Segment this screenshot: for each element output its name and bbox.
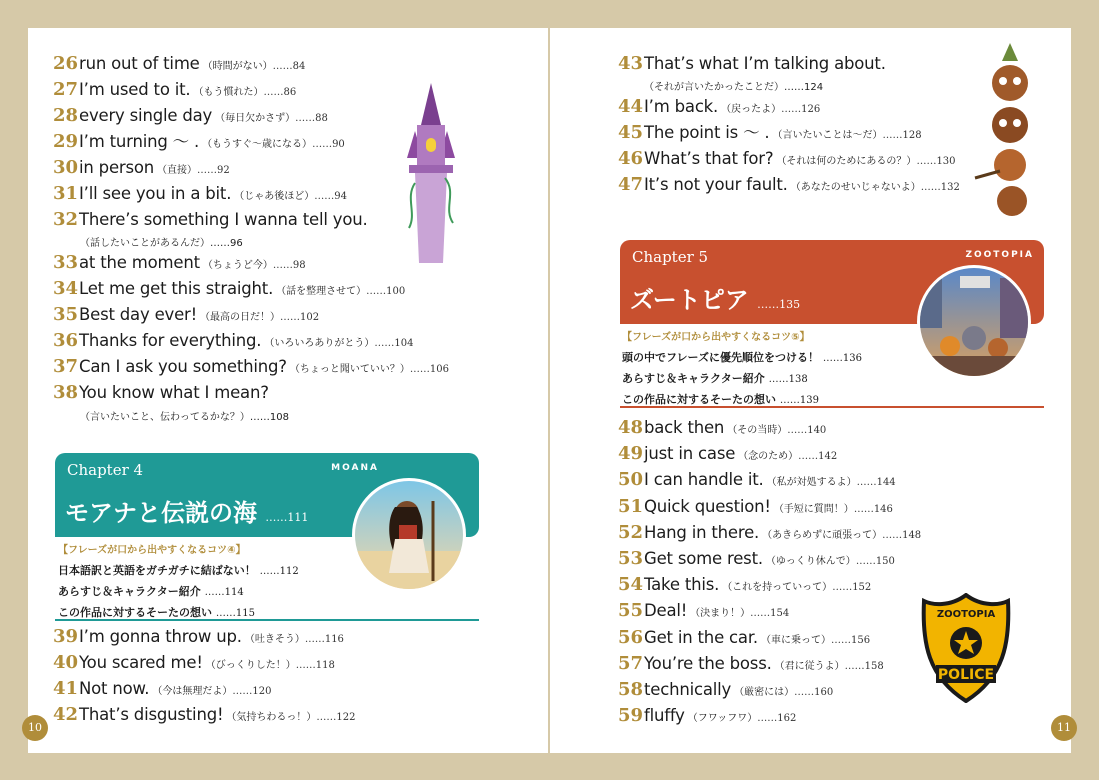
entry-phrase: The point is ～ . (644, 123, 770, 142)
phrase-entry[interactable] (53, 208, 371, 235)
entry-number: 41 (53, 678, 79, 699)
entry-translation: （ちょうど今） (202, 260, 273, 271)
entry-translation: （決まり！） (690, 608, 751, 620)
entry-translation: （その当時） (727, 425, 788, 436)
entry-page: ……98 (272, 260, 306, 271)
entry-phrase: I’m used to it. (79, 80, 191, 99)
entry-translation: （ゆっくり休んで） (765, 556, 856, 567)
entry-page: ……94 (314, 191, 347, 202)
chapter-title: モアナと伝説の海 ……111 (65, 499, 309, 527)
entry-number: 50 (618, 469, 644, 491)
entry-page: ……106 (409, 364, 449, 375)
chapter-label: Chapter 4 (67, 461, 144, 479)
entry-phrase: Can I ask you something? (79, 357, 287, 376)
entry-page: ……130 (916, 156, 956, 167)
hedgehog-characters-illustration (970, 43, 1050, 218)
entry-page: ……122 (316, 712, 356, 723)
entry-number: 59 (618, 705, 644, 727)
badge-top-text: ZOOTOPIA (936, 609, 996, 620)
entry-phrase: I’m gonna throw up. (79, 627, 242, 646)
entry-page: ……102 (280, 312, 320, 323)
entry-number: 27 (53, 79, 79, 100)
entry-number: 38 (53, 382, 79, 403)
entry-number: 57 (618, 652, 644, 674)
entry-number: 31 (53, 183, 79, 204)
phrase-entry[interactable] (53, 303, 319, 330)
entry-page: ……86 (263, 87, 297, 98)
entry-page: ……126 (781, 104, 821, 115)
phrase-entry[interactable] (618, 573, 871, 600)
entry-phrase: technically (644, 680, 732, 699)
entry-phrase: just in case (644, 444, 736, 464)
entry-number: 55 (618, 600, 644, 622)
phrase-entry[interactable] (618, 468, 896, 495)
phrase-entry[interactable] (53, 703, 355, 730)
entry-phrase: Take this. (644, 575, 720, 595)
tower-illustration (403, 83, 459, 263)
entry-phrase: fluffy (644, 706, 685, 726)
entry-translation: （車に乗って） (760, 634, 831, 646)
entry-number: 56 (618, 626, 644, 648)
synopsis-link[interactable]: あらすじ＆キャラクター紹介 ……114 (58, 585, 244, 598)
phrase-entry[interactable] (618, 121, 922, 148)
entry-translation: （話を整理させて） (276, 286, 367, 297)
phrase-entry[interactable] (53, 381, 272, 408)
entry-page: ……132 (920, 182, 960, 193)
entry-number: 28 (53, 105, 79, 126)
phrase-entry[interactable] (618, 704, 796, 731)
entry-number: 51 (618, 495, 644, 517)
entry-number: 26 (53, 53, 79, 74)
entry-32-translation: （話したいことがあるんだ）……96 (80, 238, 243, 249)
entry-translation: （ちょっと聞いていい？） (289, 364, 410, 375)
entry-number: 42 (53, 704, 79, 725)
entry-number: 35 (53, 304, 79, 325)
entry-number: 37 (53, 356, 79, 377)
phrase-entry[interactable] (53, 78, 296, 105)
entry-translation: （戻ったよ） (721, 104, 782, 115)
entry-phrase: every single day (79, 106, 213, 125)
entry-number: 58 (618, 679, 644, 700)
chapter-5-info (622, 328, 862, 411)
entry-43-translation: （それが言いたかったことだ）……124 (644, 82, 824, 93)
phrase-entry[interactable] (53, 651, 335, 678)
zootopia-poster (917, 265, 1031, 379)
entry-page: ……120 (232, 686, 272, 697)
entry-number: 29 (53, 131, 79, 152)
entry-translation: （念のため） (738, 451, 799, 463)
entry-page: ……100 (366, 286, 406, 297)
entry-translation: （もうすぐ～歳になる） (202, 139, 313, 150)
entry-phrase: I’m turning ～ . (79, 132, 200, 151)
entry-translation: （時間がない） (202, 61, 273, 72)
phrase-entry[interactable] (618, 626, 870, 653)
entry-phrase: I can handle it. (644, 470, 764, 490)
entry-number: 36 (53, 330, 79, 351)
entry-number: 54 (618, 574, 644, 596)
entry-translation: （あきらめずに頑張って） (762, 529, 883, 541)
entry-translation: （これを持っていって） (722, 582, 833, 594)
phrase-entry[interactable] (53, 329, 413, 356)
entry-number: 39 (53, 626, 79, 647)
entry-38-translation: （言いたいこと、伝わってるかな？）……108 (80, 412, 289, 423)
phrase-entry[interactable] (53, 130, 345, 157)
entry-number: 52 (618, 521, 644, 543)
phrase-entry[interactable] (53, 625, 344, 652)
thoughts-link[interactable]: この作品に対するそーたの想い ……115 (58, 606, 255, 619)
divider (55, 619, 479, 621)
entry-translation: （びっくりした！） (205, 660, 296, 671)
entry-page: ……118 (295, 660, 335, 671)
entry-number: 30 (53, 157, 79, 178)
phrase-entry[interactable] (53, 182, 347, 209)
tip-link[interactable]: 日本語訳と英語をガチガチに結ばない！ ……112 (58, 564, 299, 577)
entry-page: ……154 (750, 608, 790, 620)
entry-phrase: Hang in there. (644, 522, 760, 542)
badge-bottom-text: POLICE (937, 667, 995, 683)
entry-phrase: You scared me! (79, 653, 203, 672)
entry-translation: （言いたいことは～だ） (772, 130, 883, 141)
entry-translation: （手短に質問！） (773, 503, 854, 515)
entry-number: 48 (618, 417, 644, 438)
thoughts-link[interactable]: この作品に対するそーたの想い ……139 (622, 393, 819, 406)
page-number: 11 (1051, 715, 1077, 741)
chapter-title: ズートピア ……135 (630, 286, 801, 314)
police-badge (920, 593, 1012, 703)
entry-page: ……116 (304, 634, 344, 645)
entry-translation: （直接） (157, 165, 198, 176)
entry-page: ……158 (844, 660, 884, 672)
entry-phrase: Let me get this straight. (79, 279, 274, 298)
entry-translation: （今は無理だよ） (152, 686, 233, 697)
right-page (550, 28, 1071, 753)
entry-phrase: What’s that for? (644, 149, 774, 168)
phrase-entry[interactable] (618, 599, 789, 626)
entry-phrase: Not now. (79, 679, 150, 698)
divider (620, 406, 1044, 408)
entry-page: ……142 (798, 451, 838, 463)
chapter-tag: MOANA (331, 463, 379, 473)
entry-page: ……128 (882, 130, 922, 141)
phrase-entry[interactable] (618, 147, 956, 174)
entry-page: ……144 (856, 477, 896, 489)
page-number: 10 (22, 715, 48, 741)
tip-link[interactable]: 頭の中でフレーズに優先順位をつける！ ……136 (622, 351, 862, 364)
phrase-entry[interactable] (53, 677, 271, 704)
entry-number: 40 (53, 652, 79, 673)
phrase-entry[interactable] (618, 678, 833, 705)
entry-number: 33 (53, 252, 79, 273)
entry-phrase: I’ll see you in a bit. (79, 184, 232, 203)
entry-translation: （私が対処するよ） (766, 477, 857, 489)
tip-heading: 【フレーズが口から出やすくなるコツ⑤】 (622, 332, 810, 343)
entry-page: ……88 (295, 113, 328, 124)
chapter-tag: ZOOTOPIA (965, 250, 1034, 260)
left-page (28, 28, 548, 753)
entry-phrase: That’s disgusting! (79, 705, 224, 724)
entry-translation: （君に従うよ） (774, 660, 845, 672)
entry-phrase: Get in the car. (644, 627, 758, 647)
entry-number: 45 (618, 122, 644, 143)
entry-number: 32 (53, 209, 79, 230)
entry-phrase: Thanks for everything. (79, 331, 262, 350)
phrase-entry[interactable] (53, 156, 230, 183)
entry-translation: （それは何のためにあるの？） (776, 156, 917, 167)
phrase-entry[interactable] (53, 52, 305, 79)
entry-page: ……92 (197, 165, 230, 176)
phrase-entry[interactable] (618, 652, 884, 679)
entry-phrase: I’m back. (644, 97, 719, 116)
tip-heading: 【フレーズが口から出やすくなるコツ④】 (58, 545, 246, 556)
entry-page: ……150 (855, 556, 895, 567)
entry-phrase: back then (644, 418, 725, 437)
entry-number: 44 (618, 96, 644, 117)
entry-number: 43 (618, 53, 644, 74)
phrase-entry[interactable] (53, 277, 405, 304)
phrase-entry[interactable] (618, 442, 837, 469)
entry-page: ……152 (832, 582, 872, 594)
entry-translation: （フワッフワ） (687, 713, 758, 725)
phrase-entry[interactable] (53, 355, 449, 382)
entry-phrase: It’s not your fault. (644, 175, 788, 194)
entry-number: 49 (618, 443, 644, 465)
entry-translation: （吐きそう） (244, 634, 305, 645)
entry-number: 34 (53, 278, 79, 299)
entry-page: ……104 (374, 338, 414, 349)
entry-page: ……140 (787, 425, 827, 436)
entry-phrase: in person (79, 158, 155, 177)
entry-page: ……84 (272, 61, 306, 72)
entry-translation: （もう慣れた） (193, 87, 264, 98)
phrase-entry[interactable] (618, 495, 893, 522)
phrase-entry[interactable] (618, 52, 889, 79)
entry-phrase: There’s something I wanna tell you. (79, 210, 368, 229)
moana-portrait (352, 478, 466, 592)
entry-translation: （厳密には） (734, 687, 795, 698)
chapter-label: Chapter 5 (632, 248, 709, 266)
phrase-entry[interactable] (53, 251, 306, 278)
entry-page: ……162 (757, 713, 797, 725)
phrase-entry[interactable] (618, 547, 895, 574)
entry-translation: （気持ちわるっ！） (226, 712, 317, 723)
phrase-entry[interactable] (618, 521, 921, 548)
chapter-4-info (58, 541, 299, 624)
entry-page: ……90 (312, 139, 345, 150)
entry-page: ……156 (830, 634, 871, 646)
entry-page: ……148 (882, 529, 922, 541)
entry-page: ……160 (794, 687, 834, 698)
entry-phrase: run out of time (79, 54, 200, 73)
entry-translation: （毎日欠かさず） (215, 113, 296, 124)
entry-phrase: Quick question! (644, 496, 771, 516)
entry-phrase: You know what I mean? (79, 383, 269, 402)
phrase-entry[interactable] (618, 95, 820, 122)
phrase-entry[interactable] (618, 416, 826, 443)
entry-translation: （いろいろありがとう） (264, 338, 375, 349)
entry-phrase: Deal! (644, 601, 688, 621)
synopsis-link[interactable]: あらすじ＆キャラクター紹介 ……138 (622, 372, 808, 385)
entry-phrase: You’re the boss. (644, 653, 772, 673)
entry-page: ……146 (853, 503, 893, 515)
entry-number: 53 (618, 548, 644, 569)
entry-phrase: at the moment (79, 253, 200, 272)
entry-phrase: Best day ever! (79, 305, 198, 324)
entry-number: 47 (618, 174, 644, 195)
entry-translation: （あなたのせいじゃないよ） (790, 182, 921, 193)
entry-translation: （最高の日だ！） (200, 312, 281, 323)
entry-phrase: Get some rest. (644, 549, 763, 568)
entry-number: 46 (618, 148, 644, 169)
phrase-entry[interactable] (53, 104, 328, 131)
entry-phrase: That’s what I’m talking about. (644, 54, 886, 73)
phrase-entry[interactable] (618, 173, 960, 200)
entry-translation: （じゃあ後ほど） (234, 191, 315, 202)
